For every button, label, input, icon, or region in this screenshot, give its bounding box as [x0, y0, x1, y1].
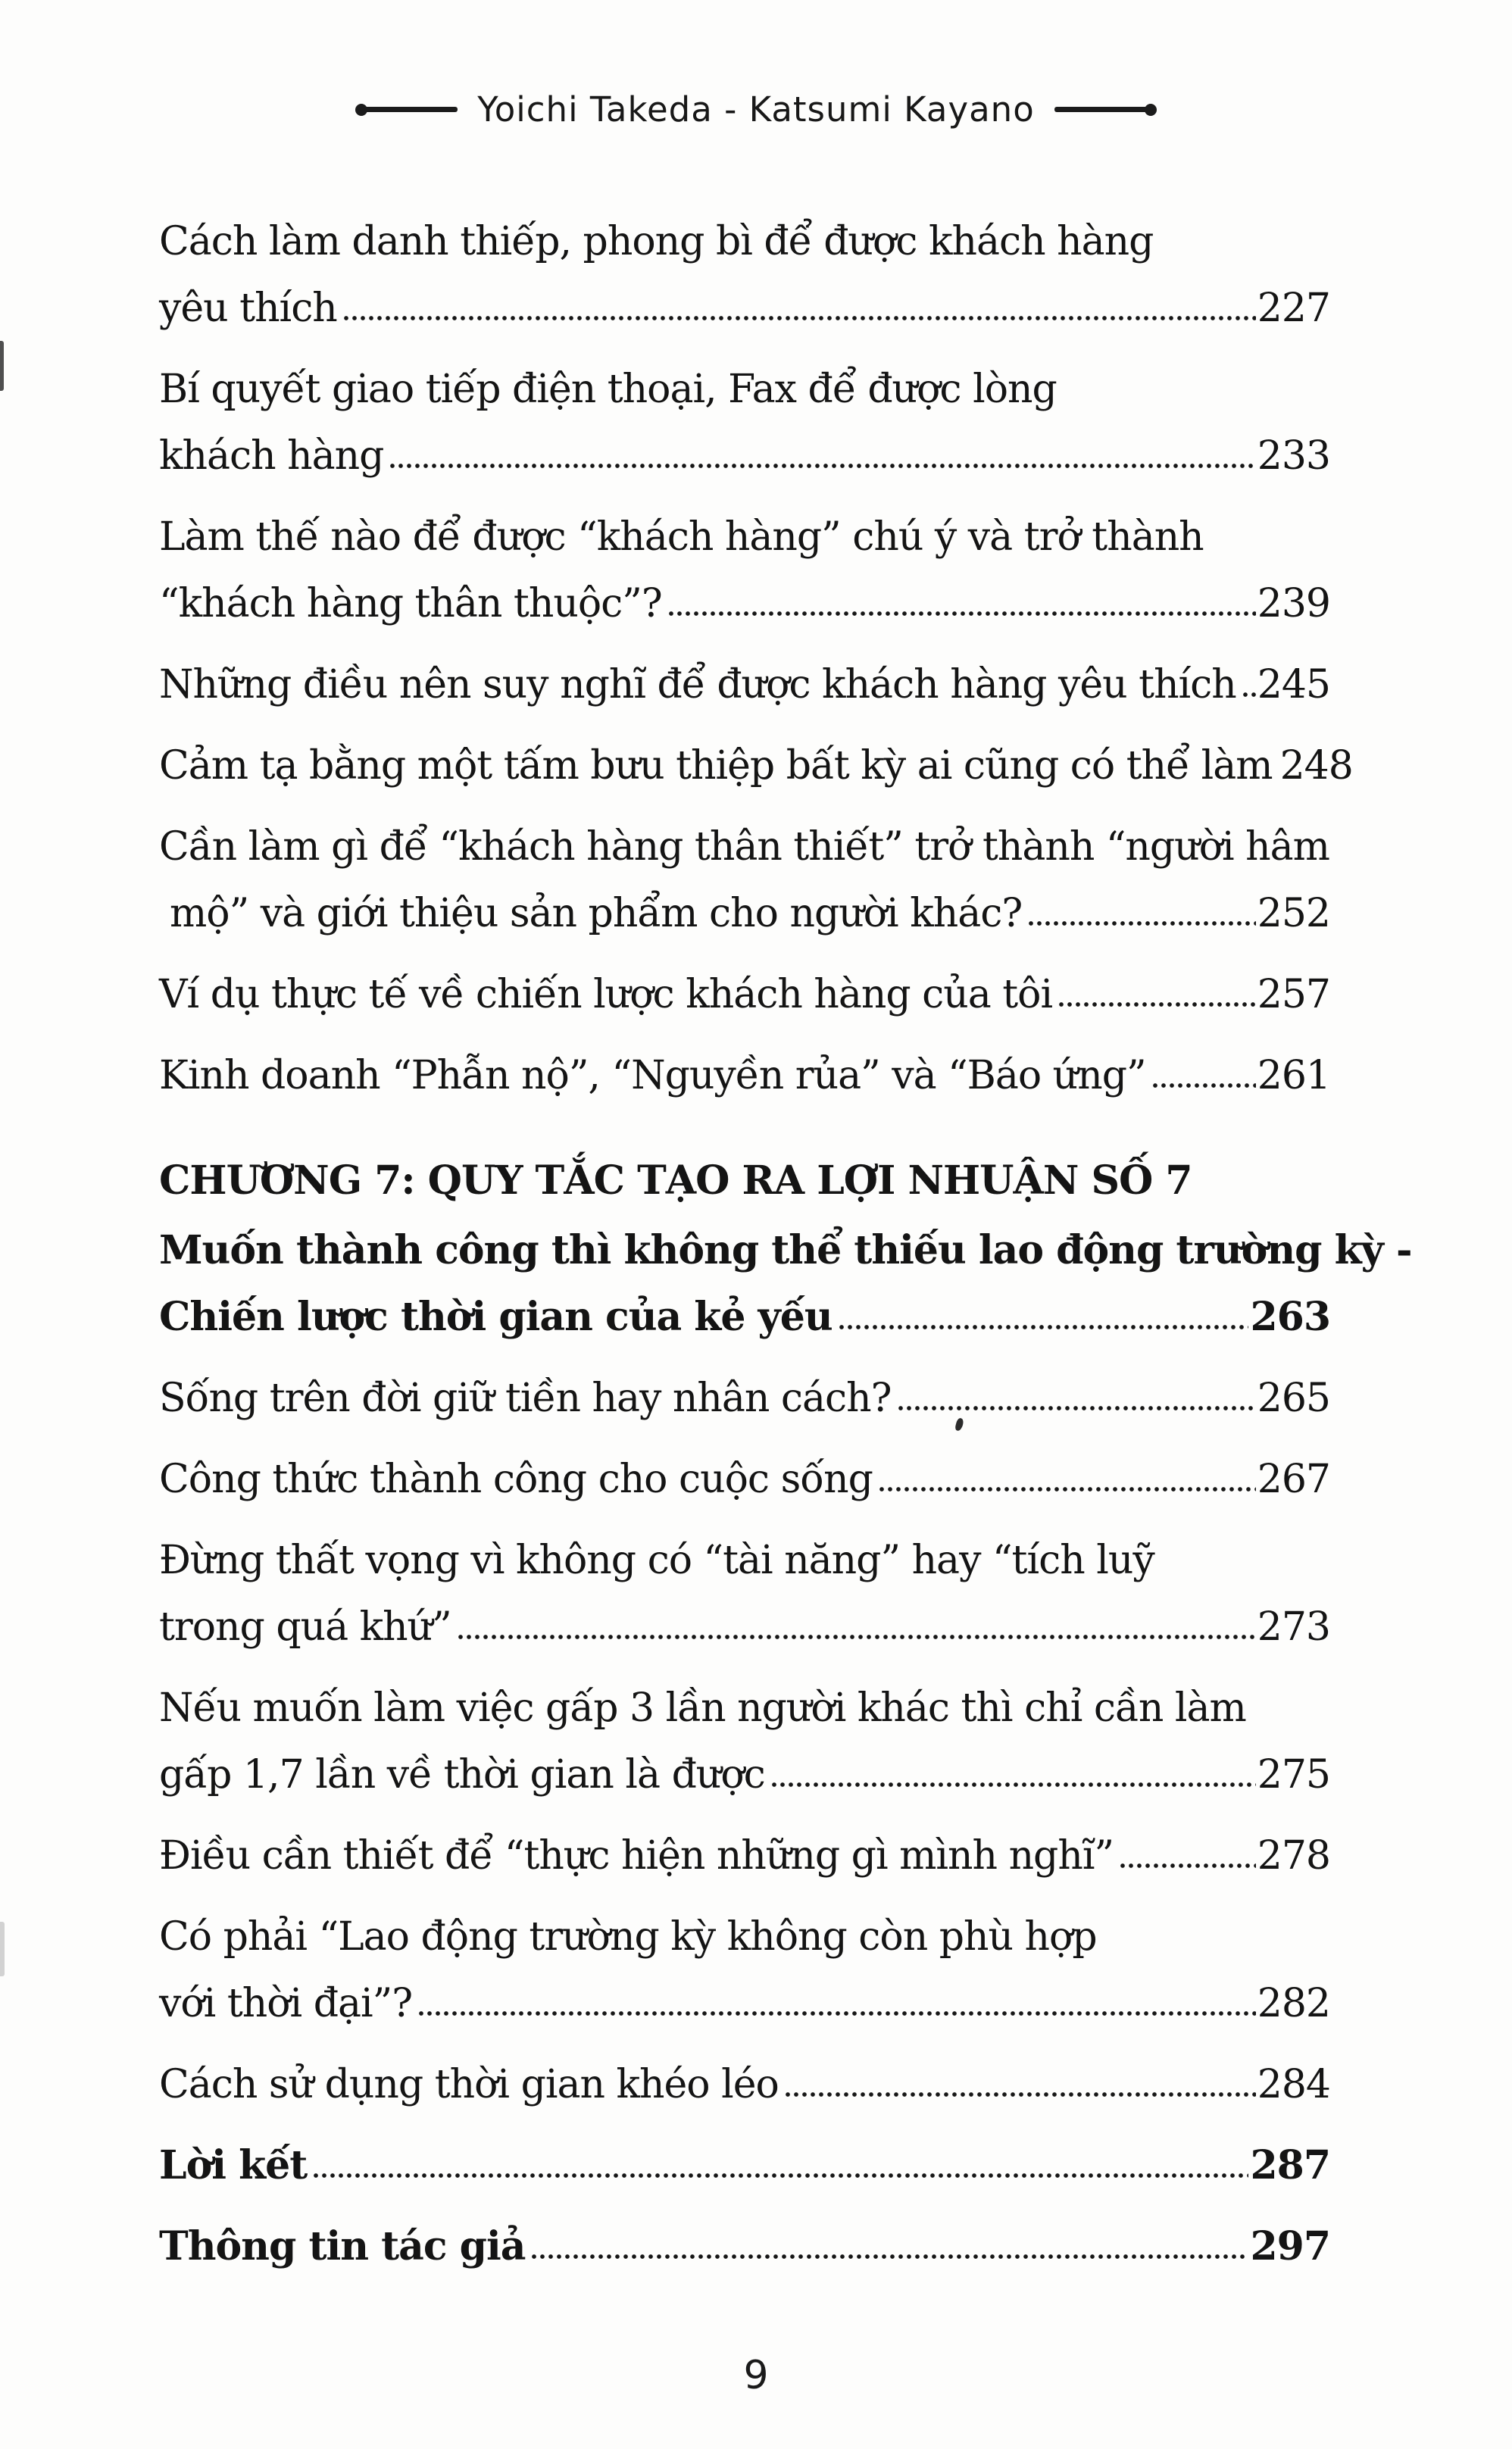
toc-entry: [159, 1042, 1330, 1109]
dot-leader: [668, 611, 1256, 617]
toc-entry: [159, 1904, 1330, 2037]
toc-line: [159, 2213, 1330, 2280]
toc-page-number: 287: [1250, 2142, 1330, 2188]
toc-line: [159, 1527, 1330, 1594]
toc-line: [159, 1741, 1330, 1808]
page-footer: [0, 2353, 1512, 2398]
toc-line-text: Thông tin tác giả: [159, 2223, 526, 2269]
chapter-heading-block: [159, 1148, 1330, 1214]
toc-line-text: Sống trên đời giữ tiền hay nhân cách?: [159, 1376, 892, 1421]
toc-entry: [159, 1527, 1330, 1660]
toc-line: [159, 1365, 1330, 1432]
toc-line: [159, 1904, 1330, 1970]
dot-leader: [389, 463, 1255, 469]
dot-leader: [1028, 920, 1256, 926]
header-rule-left: [361, 107, 458, 112]
toc-line: [159, 1675, 1330, 1741]
dot-leader: [1152, 1082, 1256, 1089]
toc-entry: [159, 2213, 1330, 2280]
toc-line-text: mộ” và giới thiệu sản phẩm cho người khác?: [170, 891, 1023, 936]
toc-page-number: 233: [1257, 433, 1330, 479]
toc-page-number: 275: [1257, 1752, 1330, 1798]
dot-leader: [458, 1634, 1256, 1640]
toc-line-text: Muốn thành công thì không thể thiếu lao động trường kỳ -: [159, 1227, 1412, 1273]
toc-entry: [159, 651, 1330, 718]
toc-entry: [159, 356, 1330, 489]
toc-entry: [159, 961, 1330, 1028]
toc-entry: [159, 2051, 1330, 2118]
toc-line-text: Có phải “Lao động trường kỳ không còn phù hợp: [159, 1914, 1097, 1960]
toc-line: [159, 1217, 1412, 1284]
toc-line-text: Làm thế nào để được “khách hàng” chú ý và trở thành: [159, 514, 1204, 560]
toc-entry: [159, 504, 1330, 637]
toc-line-text: Nếu muốn làm việc gấp 3 lần người khác thì chỉ cần làm: [159, 1685, 1246, 1731]
toc-page-number: 297: [1250, 2223, 1330, 2269]
dot-leader: [839, 1324, 1249, 1330]
toc-line: [159, 1042, 1330, 1109]
toc-page-number: 245: [1257, 662, 1330, 708]
toc-page-number: 265: [1257, 1376, 1330, 1421]
toc-entry: [159, 1675, 1330, 1808]
toc-line: [159, 1823, 1330, 1889]
toc-page-number: 284: [1257, 2062, 1330, 2107]
header-rule-dot-right: [1145, 104, 1157, 116]
toc-line-text: Ví dụ thực tế về chiến lược khách hàng của tôi: [159, 972, 1053, 1017]
toc-line: [159, 275, 1330, 342]
toc-line-text: Kinh doanh “Phẫn nộ”, “Nguyền rủa” và “Báo ứng”: [159, 1053, 1146, 1098]
dot-leader: [879, 1486, 1256, 1492]
toc-page-number: 239: [1257, 581, 1330, 626]
toc-line: [159, 1284, 1330, 1351]
toc-line-text: Cách làm danh thiếp, phong bì để được khách hàng: [159, 219, 1154, 264]
toc-entry: [159, 1217, 1412, 1351]
header-rule-dot-left: [355, 104, 367, 116]
dot-leader: [1120, 1863, 1256, 1869]
toc-entry: [159, 1823, 1330, 1889]
toc-page-number: 278: [1257, 1833, 1330, 1879]
toc-page-number: 227: [1257, 286, 1330, 331]
toc-line-text: Cảm tạ bằng một tấm bưu thiệp bất kỳ ai cũng có thể làm: [159, 743, 1273, 789]
chapter-heading: CHƯƠNG 7: QUY TẮC TẠO RA LỢI NHUẬN SỐ 7: [159, 1157, 1192, 1204]
dot-leader: [898, 1405, 1256, 1411]
toc-line: [159, 1148, 1330, 1214]
toc-page-number: 273: [1257, 1604, 1330, 1650]
toc-line-text: Cách sử dụng thời gian khéo léo: [159, 2062, 779, 2107]
toc-line: [159, 1970, 1330, 2037]
scan-artifact: [0, 1922, 5, 1976]
toc-line-text: yêu thích: [159, 286, 337, 331]
toc-line-text: khách hàng: [159, 433, 384, 479]
toc-line-text: trong quá khứ”: [159, 1604, 451, 1650]
toc-entry: [159, 1365, 1330, 1432]
toc-page-number: 257: [1257, 972, 1330, 1017]
toc-line-text: Những điều nên suy nghĩ để được khách hàng yêu thích: [159, 662, 1236, 708]
toc-line-text: Cần làm gì để “khách hàng thân thiết” trở thành “người hâm: [159, 824, 1329, 870]
toc-line: [159, 356, 1330, 423]
toc-line-text: gấp 1,7 lần về thời gian là được: [159, 1752, 765, 1798]
toc-page-number: 261: [1257, 1053, 1330, 1098]
scan-artifact: [0, 341, 4, 391]
toc-page-number: 252: [1257, 891, 1330, 936]
toc-line-text: “khách hàng thân thuộc”?: [159, 581, 662, 626]
toc-entry: [159, 733, 1353, 799]
dot-leader: [771, 1782, 1256, 1788]
toc-line-text: Điều cần thiết để “thực hiện những gì mình nghĩ”: [159, 1833, 1114, 1879]
dot-leader: [1058, 1001, 1256, 1007]
toc-line: [159, 651, 1330, 718]
toc-line-text: Chiến lược thời gian của kẻ yếu: [159, 1294, 833, 1340]
toc-page-number: 248: [1279, 743, 1353, 789]
header-rule-right: [1054, 107, 1151, 112]
toc-line: [159, 880, 1330, 947]
dot-leader: [1242, 692, 1256, 698]
toc-line: [159, 1446, 1330, 1513]
dot-leader: [418, 2010, 1256, 2016]
toc-page-number: 282: [1257, 1981, 1330, 2026]
toc-line: [159, 814, 1330, 880]
toc-line: [159, 733, 1353, 799]
toc-line-text: Công thức thành công cho cuộc sống: [159, 1457, 873, 1502]
toc-line-text: Lời kết: [159, 2142, 308, 2188]
toc-line: [159, 1594, 1330, 1660]
toc-page-number: 267: [1257, 1457, 1330, 1502]
dot-leader: [343, 315, 1256, 321]
toc-line: [159, 2132, 1330, 2199]
dot-leader: [531, 2254, 1248, 2260]
toc-line: [159, 961, 1330, 1028]
dot-leader: [785, 2091, 1256, 2098]
toc-entry: [159, 1446, 1330, 1513]
toc-line: [159, 208, 1330, 275]
toc-line: [159, 504, 1330, 570]
toc-entry: [159, 814, 1330, 947]
toc-line: [159, 2051, 1330, 2118]
table-of-contents: [159, 208, 1412, 2280]
toc-entry: [159, 208, 1330, 342]
toc-entry: [159, 2132, 1330, 2199]
toc-line: [159, 423, 1330, 489]
toc-line: [159, 570, 1330, 637]
toc-line-text: với thời đại”?: [159, 1981, 413, 2026]
header-author-names: Yoichi Takeda - Katsumi Kayano: [477, 89, 1035, 130]
toc-line-text: Bí quyết giao tiếp điện thoại, Fax để được lòng: [159, 367, 1057, 412]
page-header: [0, 0, 1512, 130]
page-number: 9: [743, 2353, 769, 2398]
dot-leader: [313, 2173, 1248, 2179]
toc-line-text: Đừng thất vọng vì không có “tài năng” hay “tích luỹ: [159, 1538, 1154, 1583]
toc-page-number: 263: [1250, 1294, 1330, 1340]
